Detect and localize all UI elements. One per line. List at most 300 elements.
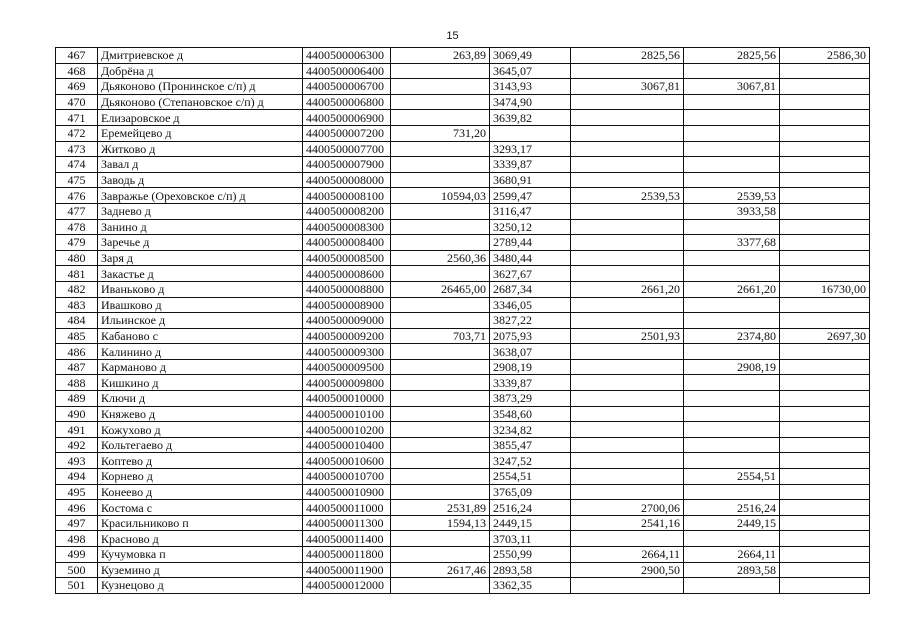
value-cell-3 <box>571 422 684 438</box>
oktmo-code-cell: 4400500008900 <box>303 297 391 313</box>
row-number-cell: 491 <box>56 422 98 438</box>
value-cell-4: 2516,24 <box>684 500 780 516</box>
table-row <box>56 63 870 79</box>
value-cell-2: 3480,44 <box>490 250 571 266</box>
settlement-name-cell: Калинино д <box>98 344 303 360</box>
value-cell-4 <box>684 250 780 266</box>
value-cell-5 <box>780 141 870 157</box>
value-cell-3 <box>571 344 684 360</box>
value-cell-2: 3116,47 <box>490 203 571 219</box>
table-row <box>56 313 870 329</box>
row-number-cell: 489 <box>56 391 98 407</box>
value-cell-2: 2789,44 <box>490 235 571 251</box>
value-cell-3 <box>571 453 684 469</box>
oktmo-code-cell: 4400500008000 <box>303 172 391 188</box>
oktmo-code-cell: 4400500008300 <box>303 219 391 235</box>
settlement-name-cell: Завражье (Ореховское с/п) д <box>98 188 303 204</box>
row-number-cell: 477 <box>56 203 98 219</box>
oktmo-code-cell: 4400500010900 <box>303 484 391 500</box>
value-cell-5 <box>780 297 870 313</box>
value-cell-1 <box>391 406 490 422</box>
table-row <box>56 469 870 485</box>
settlement-name-cell: Дьяконово (Степановское с/п) д <box>98 94 303 110</box>
settlement-name-cell: Кожухово д <box>98 422 303 438</box>
settlement-name-cell: Еремейцево д <box>98 125 303 141</box>
value-cell-1 <box>391 313 490 329</box>
value-cell-3: 2900,50 <box>571 562 684 578</box>
value-cell-2: 3639,82 <box>490 110 571 126</box>
settlement-name-cell: Заречье д <box>98 235 303 251</box>
value-cell-5 <box>780 391 870 407</box>
row-number-cell: 471 <box>56 110 98 126</box>
value-cell-3 <box>571 578 684 594</box>
settlement-name-cell: Куземино д <box>98 562 303 578</box>
value-cell-4: 3377,68 <box>684 235 780 251</box>
settlement-name-cell: Костома с <box>98 500 303 516</box>
table-row <box>56 157 870 173</box>
value-cell-2: 3362,35 <box>490 578 571 594</box>
row-number-cell: 476 <box>56 188 98 204</box>
value-cell-5 <box>780 359 870 375</box>
value-cell-2: 2516,24 <box>490 500 571 516</box>
value-cell-4: 2539,53 <box>684 188 780 204</box>
settlement-name-cell: Закастье д <box>98 266 303 282</box>
value-cell-1 <box>391 266 490 282</box>
oktmo-code-cell: 4400500010400 <box>303 437 391 453</box>
value-cell-5 <box>780 469 870 485</box>
value-cell-3 <box>571 141 684 157</box>
row-number-cell: 499 <box>56 547 98 563</box>
value-cell-4 <box>684 63 780 79</box>
table-row <box>56 453 870 469</box>
value-cell-2: 3069,49 <box>490 48 571 64</box>
oktmo-code-cell: 4400500008600 <box>303 266 391 282</box>
table-row <box>56 281 870 297</box>
settlement-name-cell: Красново д <box>98 531 303 547</box>
value-cell-3: 2661,20 <box>571 281 684 297</box>
value-cell-4 <box>684 110 780 126</box>
value-cell-1: 2531,89 <box>391 500 490 516</box>
value-cell-1 <box>391 94 490 110</box>
value-cell-3: 2541,16 <box>571 515 684 531</box>
value-cell-3 <box>571 110 684 126</box>
oktmo-code-cell: 4400500011800 <box>303 547 391 563</box>
value-cell-3 <box>571 172 684 188</box>
value-cell-4: 2893,58 <box>684 562 780 578</box>
value-cell-5 <box>780 578 870 594</box>
value-cell-1: 2617,46 <box>391 562 490 578</box>
value-cell-3 <box>571 313 684 329</box>
value-cell-2: 3234,82 <box>490 422 571 438</box>
row-number-cell: 467 <box>56 48 98 64</box>
value-cell-5 <box>780 188 870 204</box>
row-number-cell: 484 <box>56 313 98 329</box>
table-row <box>56 328 870 344</box>
value-cell-1: 731,20 <box>391 125 490 141</box>
row-number-cell: 485 <box>56 328 98 344</box>
value-cell-1: 2560,36 <box>391 250 490 266</box>
value-cell-2: 2893,58 <box>490 562 571 578</box>
value-cell-1 <box>391 469 490 485</box>
value-cell-2: 3250,12 <box>490 219 571 235</box>
oktmo-code-cell: 4400500009300 <box>303 344 391 360</box>
value-cell-3 <box>571 359 684 375</box>
oktmo-code-cell: 4400500009200 <box>303 328 391 344</box>
settlement-name-cell: Конеево д <box>98 484 303 500</box>
page-number: 15 <box>446 30 459 42</box>
settlement-name-cell: Корнево д <box>98 469 303 485</box>
oktmo-code-cell: 4400500008500 <box>303 250 391 266</box>
row-number-cell: 487 <box>56 359 98 375</box>
value-cell-3 <box>571 125 684 141</box>
value-cell-1 <box>391 344 490 360</box>
settlement-name-cell: Ильинское д <box>98 313 303 329</box>
table-row <box>56 172 870 188</box>
row-number-cell: 492 <box>56 437 98 453</box>
value-cell-1 <box>391 235 490 251</box>
value-cell-5 <box>780 250 870 266</box>
settlement-name-cell: Коптево д <box>98 453 303 469</box>
value-cell-2: 3855,47 <box>490 437 571 453</box>
row-number-cell: 493 <box>56 453 98 469</box>
value-cell-3: 3067,81 <box>571 79 684 95</box>
oktmo-code-cell: 4400500008800 <box>303 281 391 297</box>
oktmo-code-cell: 4400500007200 <box>303 125 391 141</box>
value-cell-2 <box>490 125 571 141</box>
value-cell-4 <box>684 391 780 407</box>
value-cell-5 <box>780 110 870 126</box>
row-number-cell: 495 <box>56 484 98 500</box>
row-number-cell: 480 <box>56 250 98 266</box>
value-cell-1 <box>391 547 490 563</box>
oktmo-code-cell: 4400500010600 <box>303 453 391 469</box>
value-cell-2: 3143,93 <box>490 79 571 95</box>
value-cell-2: 2599,47 <box>490 188 571 204</box>
row-number-cell: 500 <box>56 562 98 578</box>
row-number-cell: 472 <box>56 125 98 141</box>
value-cell-2: 3247,52 <box>490 453 571 469</box>
value-cell-5 <box>780 125 870 141</box>
table-row <box>56 406 870 422</box>
table-row <box>56 250 870 266</box>
row-number-cell: 488 <box>56 375 98 391</box>
value-cell-5 <box>780 562 870 578</box>
value-cell-4: 2449,15 <box>684 515 780 531</box>
settlement-name-cell: Добрёна д <box>98 63 303 79</box>
value-cell-4 <box>684 172 780 188</box>
oktmo-code-cell: 4400500009000 <box>303 313 391 329</box>
row-number-cell: 501 <box>56 578 98 594</box>
row-number-cell: 497 <box>56 515 98 531</box>
value-cell-2: 3680,91 <box>490 172 571 188</box>
value-cell-3 <box>571 219 684 235</box>
table-row <box>56 500 870 516</box>
oktmo-code-cell: 4400500008400 <box>303 235 391 251</box>
value-cell-3 <box>571 250 684 266</box>
settlement-name-cell: Житково д <box>98 141 303 157</box>
value-cell-2: 3873,29 <box>490 391 571 407</box>
value-cell-2: 3548,60 <box>490 406 571 422</box>
row-number-cell: 474 <box>56 157 98 173</box>
oktmo-code-cell: 4400500009500 <box>303 359 391 375</box>
settlement-name-cell: Красильниково п <box>98 515 303 531</box>
oktmo-code-cell: 4400500010700 <box>303 469 391 485</box>
settlement-name-cell: Кабаново с <box>98 328 303 344</box>
value-cell-3 <box>571 63 684 79</box>
value-cell-5: 16730,00 <box>780 281 870 297</box>
value-cell-3: 2825,56 <box>571 48 684 64</box>
value-cell-3 <box>571 297 684 313</box>
settlement-name-cell: Ивашково д <box>98 297 303 313</box>
value-cell-5 <box>780 406 870 422</box>
value-cell-4 <box>684 313 780 329</box>
value-cell-3 <box>571 484 684 500</box>
oktmo-code-cell: 4400500010100 <box>303 406 391 422</box>
value-cell-1 <box>391 531 490 547</box>
row-number-cell: 483 <box>56 297 98 313</box>
settlement-name-cell: Карманово д <box>98 359 303 375</box>
value-cell-5 <box>780 79 870 95</box>
value-cell-3 <box>571 469 684 485</box>
value-cell-1 <box>391 484 490 500</box>
settlement-name-cell: Кольтегаево д <box>98 437 303 453</box>
row-number-cell: 494 <box>56 469 98 485</box>
table-row <box>56 48 870 64</box>
table-row <box>56 578 870 594</box>
value-cell-4 <box>684 219 780 235</box>
value-cell-5 <box>780 235 870 251</box>
oktmo-code-cell: 4400500012000 <box>303 578 391 594</box>
value-cell-2: 2449,15 <box>490 515 571 531</box>
value-cell-1 <box>391 141 490 157</box>
oktmo-code-cell: 4400500006800 <box>303 94 391 110</box>
value-cell-1: 10594,03 <box>391 188 490 204</box>
oktmo-code-cell: 4400500011400 <box>303 531 391 547</box>
value-cell-1 <box>391 422 490 438</box>
value-cell-4 <box>684 375 780 391</box>
value-cell-3: 2501,93 <box>571 328 684 344</box>
value-cell-5 <box>780 266 870 282</box>
value-cell-1: 263,89 <box>391 48 490 64</box>
table-row <box>56 437 870 453</box>
row-number-cell: 470 <box>56 94 98 110</box>
value-cell-5 <box>780 344 870 360</box>
settlement-name-cell: Кучумовка п <box>98 547 303 563</box>
value-cell-3 <box>571 375 684 391</box>
row-number-cell: 482 <box>56 281 98 297</box>
oktmo-code-cell: 4400500009800 <box>303 375 391 391</box>
value-cell-3: 2539,53 <box>571 188 684 204</box>
value-cell-1 <box>391 359 490 375</box>
settlement-name-cell: Заднево д <box>98 203 303 219</box>
value-cell-5 <box>780 172 870 188</box>
value-cell-1 <box>391 172 490 188</box>
value-cell-4 <box>684 266 780 282</box>
oktmo-code-cell: 4400500010000 <box>303 391 391 407</box>
table-row <box>56 141 870 157</box>
value-cell-2: 3339,87 <box>490 375 571 391</box>
table-row <box>56 422 870 438</box>
row-number-cell: 473 <box>56 141 98 157</box>
value-cell-1 <box>391 63 490 79</box>
settlement-name-cell: Кузнецово д <box>98 578 303 594</box>
table-row <box>56 297 870 313</box>
value-cell-2: 2075,93 <box>490 328 571 344</box>
value-cell-5 <box>780 547 870 563</box>
table-row <box>56 375 870 391</box>
value-cell-5 <box>780 63 870 79</box>
value-cell-5 <box>780 515 870 531</box>
value-cell-4: 2661,20 <box>684 281 780 297</box>
value-cell-5 <box>780 157 870 173</box>
table-row <box>56 562 870 578</box>
value-cell-1: 26465,00 <box>391 281 490 297</box>
value-cell-3 <box>571 406 684 422</box>
table-row <box>56 344 870 360</box>
value-cell-4 <box>684 531 780 547</box>
settlement-name-cell: Елизаровское д <box>98 110 303 126</box>
value-cell-4 <box>684 484 780 500</box>
value-cell-4: 3933,58 <box>684 203 780 219</box>
value-cell-5: 2697,30 <box>780 328 870 344</box>
value-cell-3 <box>571 531 684 547</box>
settlement-name-cell: Дьяконово (Пронинское с/п) д <box>98 79 303 95</box>
value-cell-2: 3645,07 <box>490 63 571 79</box>
table-row <box>56 266 870 282</box>
value-cell-1 <box>391 578 490 594</box>
value-cell-5 <box>780 94 870 110</box>
table-row <box>56 531 870 547</box>
table-row <box>56 484 870 500</box>
oktmo-code-cell: 4400500010200 <box>303 422 391 438</box>
value-cell-4: 3067,81 <box>684 79 780 95</box>
value-cell-4 <box>684 578 780 594</box>
settlement-name-cell: Ключи д <box>98 391 303 407</box>
value-cell-5 <box>780 422 870 438</box>
value-cell-3 <box>571 391 684 407</box>
value-cell-1 <box>391 110 490 126</box>
value-cell-4: 2825,56 <box>684 48 780 64</box>
value-cell-2: 3638,07 <box>490 344 571 360</box>
oktmo-code-cell: 4400500011000 <box>303 500 391 516</box>
settlement-name-cell: Заря д <box>98 250 303 266</box>
value-cell-1 <box>391 391 490 407</box>
value-cell-5 <box>780 531 870 547</box>
oktmo-code-cell: 4400500006900 <box>303 110 391 126</box>
value-cell-2: 3339,87 <box>490 157 571 173</box>
table-body <box>56 48 870 594</box>
oktmo-code-cell: 4400500006700 <box>303 79 391 95</box>
settlement-name-cell: Завал д <box>98 157 303 173</box>
row-number-cell: 478 <box>56 219 98 235</box>
value-cell-4 <box>684 157 780 173</box>
value-cell-4 <box>684 344 780 360</box>
value-cell-1 <box>391 297 490 313</box>
value-cell-5 <box>780 437 870 453</box>
table-row <box>56 94 870 110</box>
value-cell-3 <box>571 203 684 219</box>
row-number-cell: 490 <box>56 406 98 422</box>
oktmo-code-cell: 4400500011900 <box>303 562 391 578</box>
value-cell-4 <box>684 406 780 422</box>
table-row <box>56 203 870 219</box>
value-cell-4 <box>684 422 780 438</box>
table-row <box>56 188 870 204</box>
value-cell-4: 2664,11 <box>684 547 780 563</box>
table-row <box>56 125 870 141</box>
value-cell-1 <box>391 375 490 391</box>
value-cell-4 <box>684 141 780 157</box>
row-number-cell: 498 <box>56 531 98 547</box>
value-cell-1 <box>391 157 490 173</box>
settlement-name-cell: Княжево д <box>98 406 303 422</box>
value-cell-5 <box>780 219 870 235</box>
row-number-cell: 475 <box>56 172 98 188</box>
value-cell-1 <box>391 203 490 219</box>
oktmo-code-cell: 4400500007700 <box>303 141 391 157</box>
value-cell-5 <box>780 484 870 500</box>
table-row <box>56 110 870 126</box>
value-cell-2: 3827,22 <box>490 313 571 329</box>
value-cell-4 <box>684 297 780 313</box>
row-number-cell: 468 <box>56 63 98 79</box>
value-cell-2: 3627,67 <box>490 266 571 282</box>
value-cell-5: 2586,30 <box>780 48 870 64</box>
value-cell-4: 2554,51 <box>684 469 780 485</box>
value-cell-2: 3703,11 <box>490 531 571 547</box>
value-cell-2: 2554,51 <box>490 469 571 485</box>
value-cell-4 <box>684 94 780 110</box>
settlement-name-cell: Иваньково д <box>98 281 303 297</box>
settlement-name-cell: Занино д <box>98 219 303 235</box>
value-cell-5 <box>780 375 870 391</box>
settlement-name-cell: Заводь д <box>98 172 303 188</box>
value-cell-3: 2700,06 <box>571 500 684 516</box>
table-row <box>56 547 870 563</box>
value-cell-2: 3474,90 <box>490 94 571 110</box>
value-cell-3 <box>571 266 684 282</box>
oktmo-code-cell: 4400500006400 <box>303 63 391 79</box>
value-cell-2: 2550,99 <box>490 547 571 563</box>
value-cell-4: 2374,80 <box>684 328 780 344</box>
table-row <box>56 219 870 235</box>
value-cell-4 <box>684 453 780 469</box>
value-cell-2: 3765,09 <box>490 484 571 500</box>
table-row <box>56 235 870 251</box>
settlement-name-cell: Дмитриевское д <box>98 48 303 64</box>
value-cell-3: 2664,11 <box>571 547 684 563</box>
row-number-cell: 486 <box>56 344 98 360</box>
value-cell-1: 703,71 <box>391 328 490 344</box>
value-cell-5 <box>780 453 870 469</box>
table-row <box>56 79 870 95</box>
value-cell-2: 2908,19 <box>490 359 571 375</box>
oktmo-code-cell: 4400500008100 <box>303 188 391 204</box>
oktmo-code-cell: 4400500008200 <box>303 203 391 219</box>
row-number-cell: 469 <box>56 79 98 95</box>
value-cell-5 <box>780 500 870 516</box>
value-cell-1: 1594,13 <box>391 515 490 531</box>
value-cell-2: 2687,34 <box>490 281 571 297</box>
value-cell-4 <box>684 437 780 453</box>
value-cell-5 <box>780 203 870 219</box>
table-row <box>56 359 870 375</box>
value-cell-3 <box>571 235 684 251</box>
settlement-name-cell: Кишкино д <box>98 375 303 391</box>
value-cell-4 <box>684 125 780 141</box>
value-cell-2: 3293,17 <box>490 141 571 157</box>
value-cell-3 <box>571 94 684 110</box>
